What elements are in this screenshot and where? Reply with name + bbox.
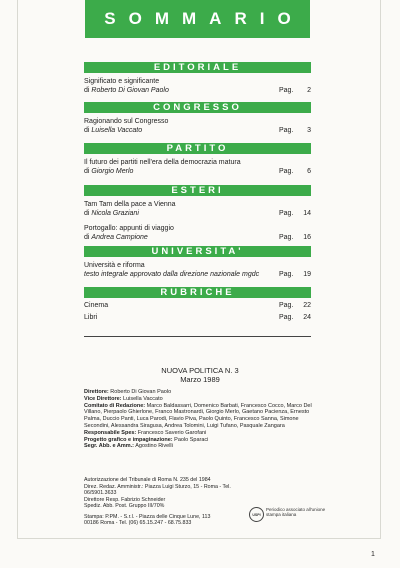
section-heading: CONGRESSO	[84, 102, 311, 113]
credit-line: Comitato di Redazione: Marco Baldassarri, Domenico Barbati, Francesco Cocco, Marco Del Villano, Pierpaolo Ghierlone, Franco Mastronardi, Giorgio Merlo, Gaetano Pacienza, Ernesto Palma, Duccio Panti, Luca Parodi, Flavio Piva, Paolo Quinto, Francesco Sanna, Simone Secondini, Alessandra Siragusa, Andrea Tolomini, Luigi Tufano, Pasquale Zangara	[84, 402, 312, 429]
legal-info	[84, 477, 264, 527]
legal-line: Spediz. Abb. Post. Gruppo III/70%	[84, 503, 165, 509]
credit-line: Progetto grafico e impaginazione: Paolo Sparaci	[84, 436, 209, 443]
page-title: SOMMARIO	[104, 9, 304, 28]
masthead	[0, 366, 400, 384]
entry-title: Cinema	[84, 302, 109, 309]
issue-date: Marzo 1989	[180, 375, 220, 384]
entry-title: Libri	[84, 313, 98, 321]
section-congresso	[84, 102, 311, 135]
entry-page: Pag. 19	[279, 270, 311, 278]
toc-entry[interactable]	[84, 262, 311, 279]
section-heading: UNIVERSITA'	[84, 246, 311, 257]
entry-author: di Giorgio Merlo	[84, 167, 134, 175]
divider	[84, 336, 311, 337]
section-rubriche	[84, 287, 311, 322]
press-association-text: Periodico associato all'unione stampa italiana	[266, 507, 326, 518]
section-partito	[84, 143, 311, 176]
section-heading: ESTERI	[84, 185, 311, 196]
entry-page: Pag. 16	[279, 233, 311, 241]
entry-title: Il futuro dei partiti nell'era della democrazia matura	[84, 159, 241, 166]
credits	[84, 389, 314, 450]
toc-entry[interactable]	[84, 201, 311, 218]
entry-page: Pag. 3	[279, 126, 311, 134]
entry-page: Pag. 22	[279, 302, 311, 309]
toc-entry[interactable]	[84, 314, 311, 323]
entry-title: Portogallo: appunti di viaggio	[84, 225, 174, 232]
entry-page: Pag. 14	[279, 209, 311, 217]
legal-line: 00186 Roma - Tel. (06) 65.15.247 - 68.75.833	[84, 520, 192, 526]
toc-entry[interactable]	[84, 159, 311, 176]
press-logo-text: USPI	[252, 512, 261, 517]
entry-author: di Roberto Di Giovan Paolo	[84, 86, 169, 94]
entry-author: di Luisella Vaccato	[84, 126, 143, 134]
page-number: 1	[371, 551, 375, 558]
entry-title: Significato e significante	[84, 78, 160, 85]
entry-title: Università e riforma	[84, 262, 145, 269]
toc-entry[interactable]	[84, 225, 311, 242]
credit-line: Segr. Abb. e Amm.: Agostino Rivelli	[84, 443, 173, 450]
toc-entry[interactable]	[84, 78, 311, 95]
section-heading: RUBRICHE	[84, 287, 311, 298]
legal-line: Autorizzazione del Tribunale di Roma N. 235 del 1984	[84, 477, 211, 483]
section-universita	[84, 246, 311, 279]
section-heading: EDITORIALE	[84, 62, 311, 73]
entry-author: di Andrea Campione	[84, 233, 148, 241]
credit-line: Responsabile Spes: Francesco Saverio Garofani	[84, 429, 207, 436]
entry-author: di Nicola Graziani	[84, 209, 139, 217]
entry-page: Pag. 6	[279, 167, 311, 175]
toc-entry[interactable]	[84, 118, 311, 135]
entry-author: testo integrale approvato dalla direzione nazionale mgdc	[84, 270, 260, 278]
entry-page: Pag. 2	[279, 86, 311, 94]
title-banner	[85, 0, 310, 38]
section-editoriale	[84, 62, 311, 95]
entry-page: Pag. 24	[279, 313, 311, 321]
legal-line: Direttore Resp. Fabrizio Schneider	[84, 496, 166, 503]
entry-title: Ragionando sul Congresso	[84, 118, 169, 125]
toc-entry[interactable]	[84, 302, 311, 311]
entry-title: Tam Tam della pace a Vienna	[84, 201, 176, 208]
credit-line: Direttore: Roberto Di Giovan Paolo	[84, 389, 172, 395]
press-association-logo	[249, 507, 264, 522]
section-heading: PARTITO	[84, 143, 311, 154]
legal-line: Direz. Redaz. Amministr.: Piazza Luigi Sturzo, 15 - Roma - Tel. 06/5901.3633	[84, 483, 231, 496]
magazine-issue: NUOVA POLITICA N. 3	[161, 366, 239, 375]
credit-line: Vice Direttore: Luisella Vaccato	[84, 395, 163, 402]
legal-line: Stampa: P.PM. - S.r.l. - Piazza delle Cinque Lune, 113	[84, 513, 211, 520]
section-esteri	[84, 185, 311, 242]
